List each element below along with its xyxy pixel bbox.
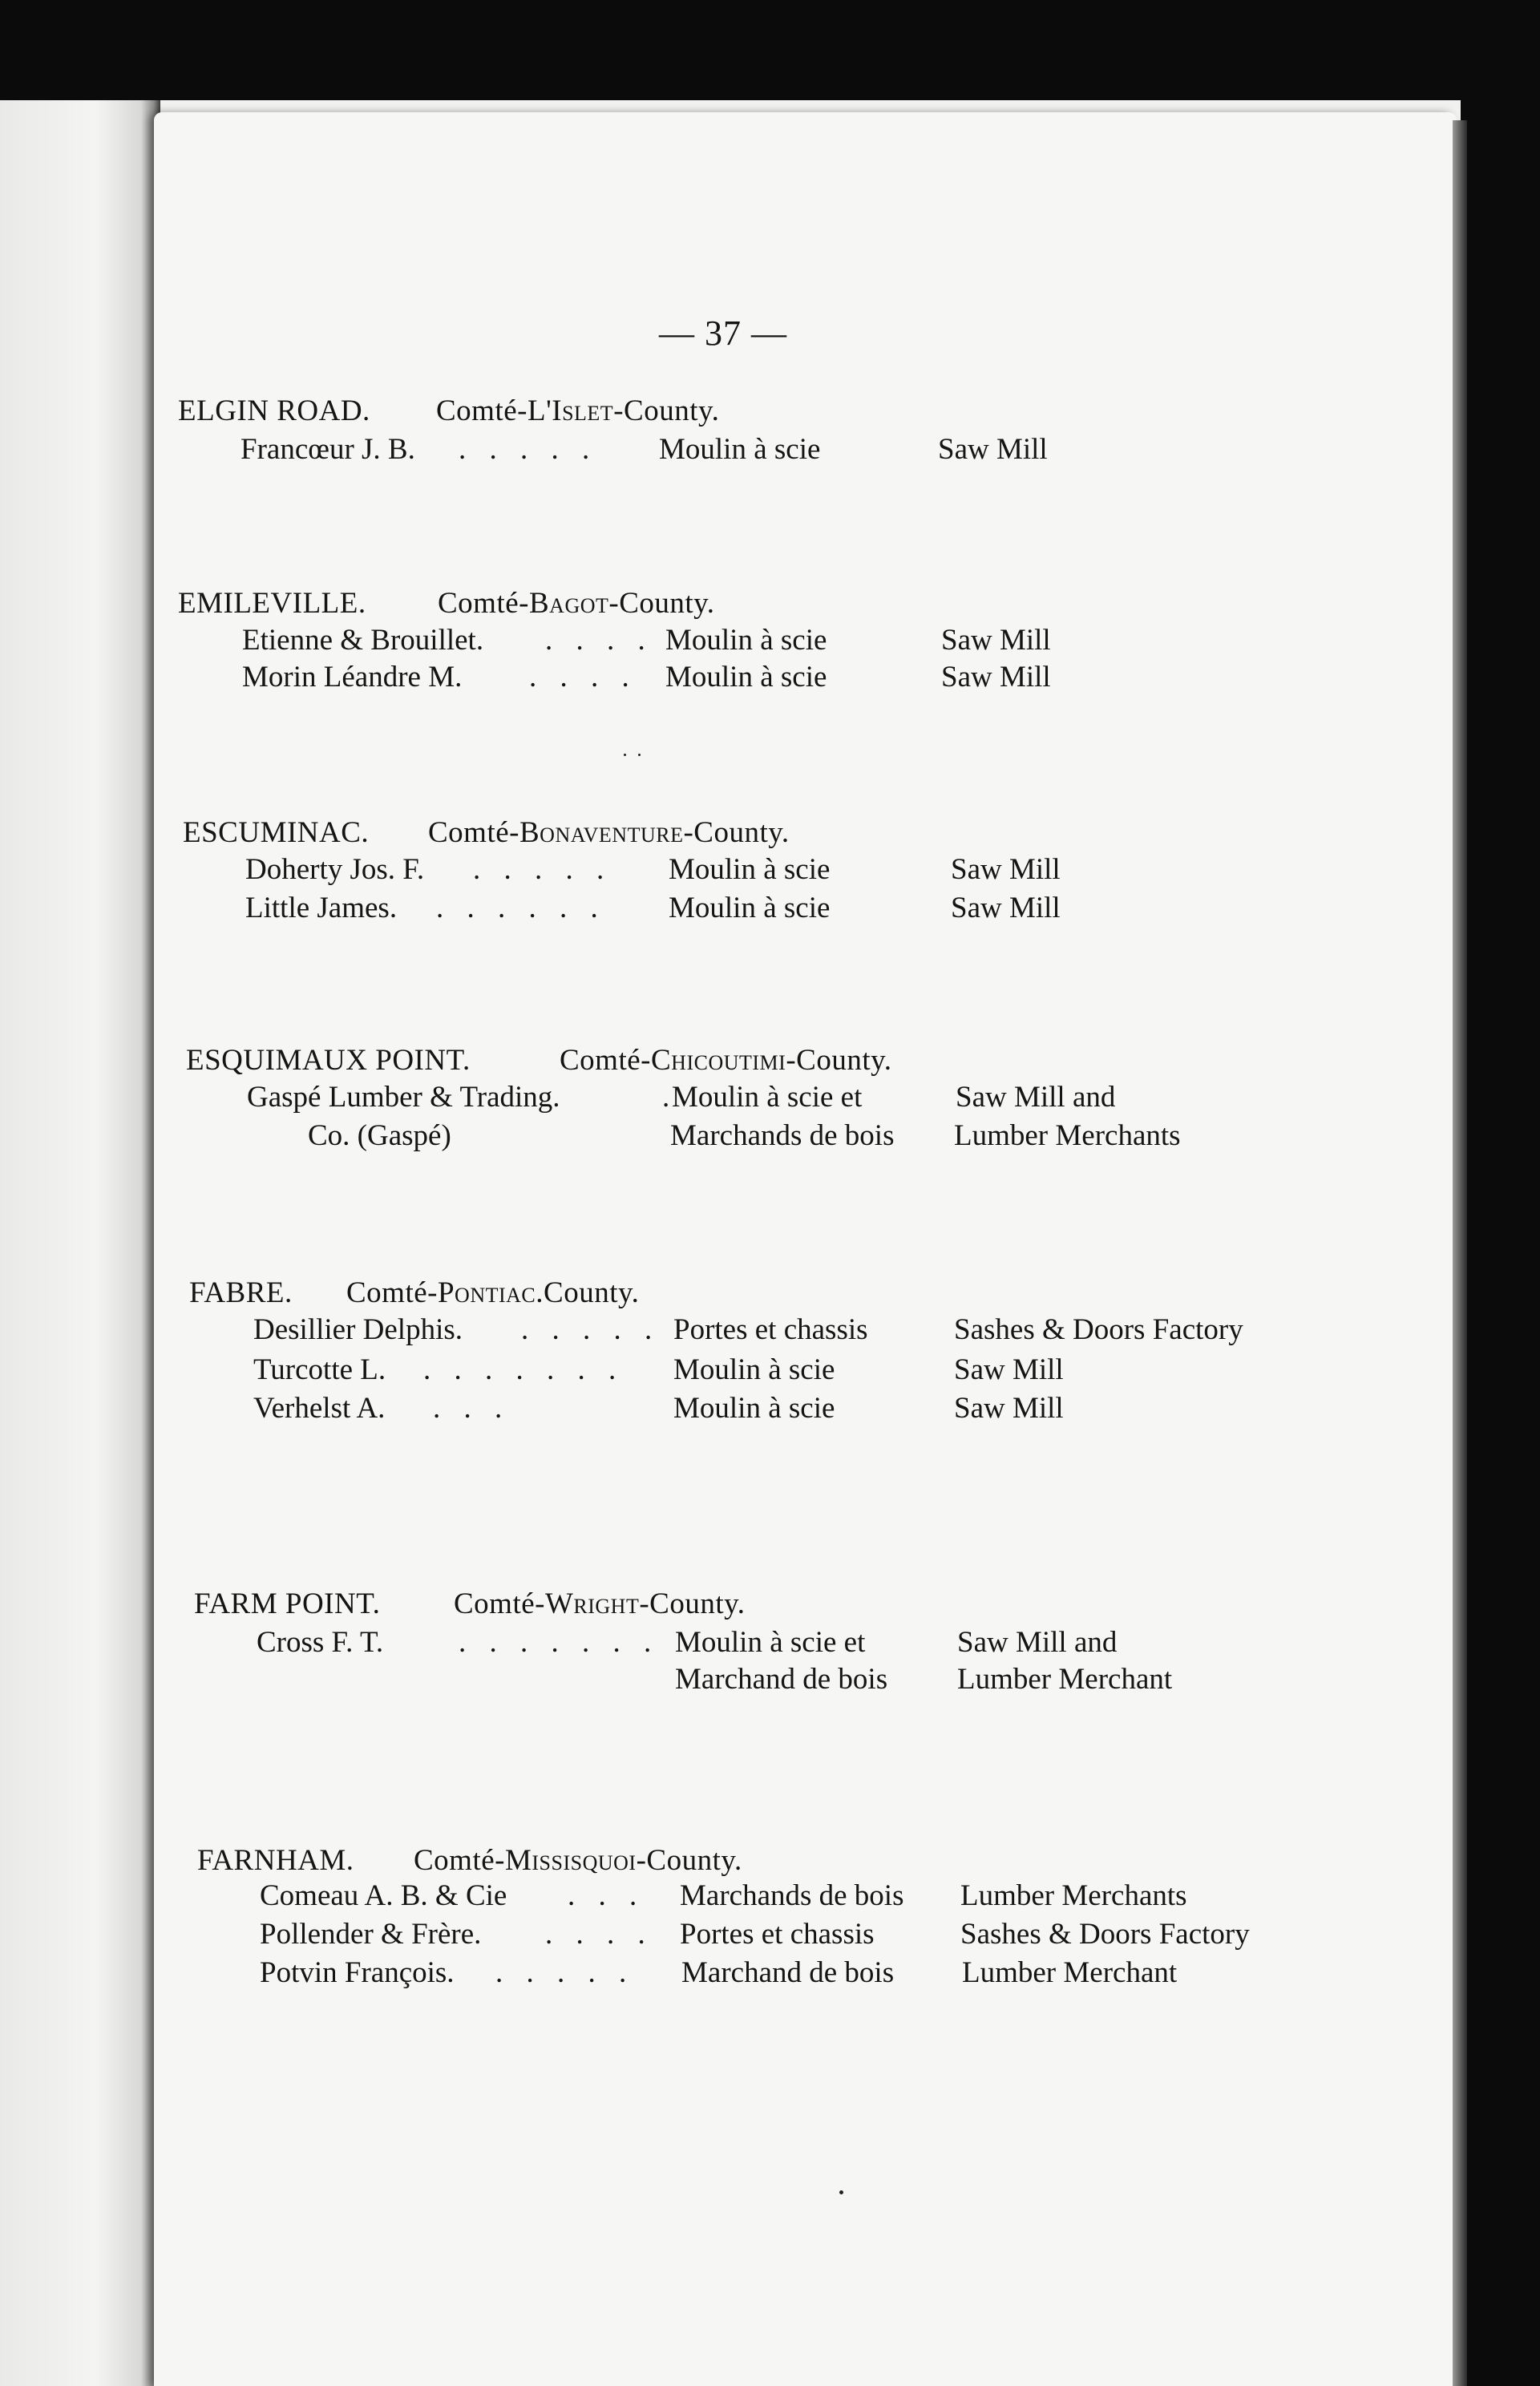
page-right-edge [1453,120,1467,2386]
county-label: Comté-Pontiac.County. [346,1276,640,1309]
business-type-fr: Moulin à scie et [672,1081,863,1114]
business-type-en: Lumber Merchants [960,1879,1187,1912]
leader-dots: . . . [568,1879,645,1912]
business-type-fr: Moulin à scie [669,892,831,924]
business-type-en: Lumber Merchant [962,1956,1178,1989]
business-type-fr: Marchands de bois [670,1119,895,1152]
place-name: ESCUMINAC. [183,816,370,849]
business-type-fr: Moulin à scie [673,1392,835,1425]
business-type-en: Sashes & Doors Factory [954,1313,1243,1346]
business-type-en: Saw Mill and [957,1626,1118,1659]
business-name: Potvin François. [260,1956,455,1989]
page-number: — 37 — [659,313,787,353]
business-name: Cross F. T. [257,1626,384,1659]
place-name: ESQUIMAUX POINT. [186,1044,471,1077]
business-type-fr: Moulin à scie [659,433,821,466]
business-type-en: Saw Mill [941,661,1051,694]
business-name: Doherty Jos. F. [245,853,425,886]
business-type-en: Saw Mill [941,624,1051,657]
business-name: Francœur J. B. [240,433,415,466]
previous-page-edge [0,100,160,2386]
leader-dots: . . . . . [473,853,612,886]
business-type-en: Saw Mill [954,1353,1064,1386]
leader-dots: . . . . . [521,1313,661,1346]
business-name: Etienne & Brouillet. [242,624,484,657]
business-type-en: Saw Mill [951,892,1061,924]
business-name: Morin Léandre M. [242,661,463,694]
leader-dots: . . . . [545,1918,653,1951]
business-type-en: Saw Mill [938,433,1048,466]
business-type-en: Saw Mill and [956,1081,1116,1114]
leader-dots: . . . [433,1392,511,1425]
business-name: Comeau A. B. & Cie [260,1879,507,1912]
leader-dots: . . . . . [495,1956,635,1989]
county-label: Comté-Bagot-County. [438,587,715,620]
ink-speck [624,754,626,756]
business-name: Turcotte L. [253,1353,386,1386]
business-name: Pollender & Frère. [260,1918,482,1951]
leader-dots: . . . . [545,624,653,657]
business-type-fr: Marchand de bois [681,1956,895,1989]
county-label: Comté-Missisquoi-County. [414,1844,742,1877]
business-type-en: Lumber Merchant [957,1663,1173,1696]
business-type-en: Saw Mill [951,853,1061,886]
county-label: Comté-Wright-County. [454,1587,746,1620]
business-name-continued: Co. (Gaspé) [308,1119,451,1152]
leader-dots: . . . . . . . [423,1353,624,1386]
business-type-en: Sashes & Doors Factory [960,1918,1250,1951]
business-type-en: Saw Mill [954,1392,1064,1425]
business-type-fr: Marchands de bois [680,1879,904,1912]
leader-dots: . . . . . [459,433,598,466]
place-name: ELGIN ROAD. [178,394,370,427]
business-type-en: Lumber Merchants [954,1119,1181,1152]
business-name: Verhelst A. [253,1392,386,1425]
business-type-fr: Moulin à scie [665,661,827,694]
place-name: FABRE. [189,1276,293,1309]
county-label: Comté-Chicoutimi-County. [560,1044,892,1077]
leader-dots: . . . . . . [436,892,606,924]
place-name: EMILEVILLE. [178,587,366,620]
leader-dots: . [662,1081,670,1114]
business-type-fr: Moulin à scie [669,853,831,886]
ink-speck [839,2190,843,2194]
place-name: FARM POINT. [194,1587,381,1620]
business-name: Gaspé Lumber & Trading. [247,1081,560,1114]
business-type-fr: Moulin à scie [673,1353,835,1386]
business-name: Desillier Delphis. [253,1313,463,1346]
leader-dots: . . . . [529,661,637,694]
leader-dots: . . . . . . . [459,1626,660,1659]
place-name: FARNHAM. [197,1844,354,1877]
business-type-fr: Portes et chassis [680,1918,875,1951]
ink-speck [638,754,641,756]
county-label: Comté-Bonaventure-County. [428,816,790,849]
business-name: Little James. [245,892,398,924]
business-type-fr: Marchand de bois [675,1663,888,1696]
business-type-fr: Moulin à scie et [675,1626,866,1659]
business-type-fr: Portes et chassis [673,1313,868,1346]
business-type-fr: Moulin à scie [665,624,827,657]
county-label: Comté-L'Islet-County. [436,394,720,427]
